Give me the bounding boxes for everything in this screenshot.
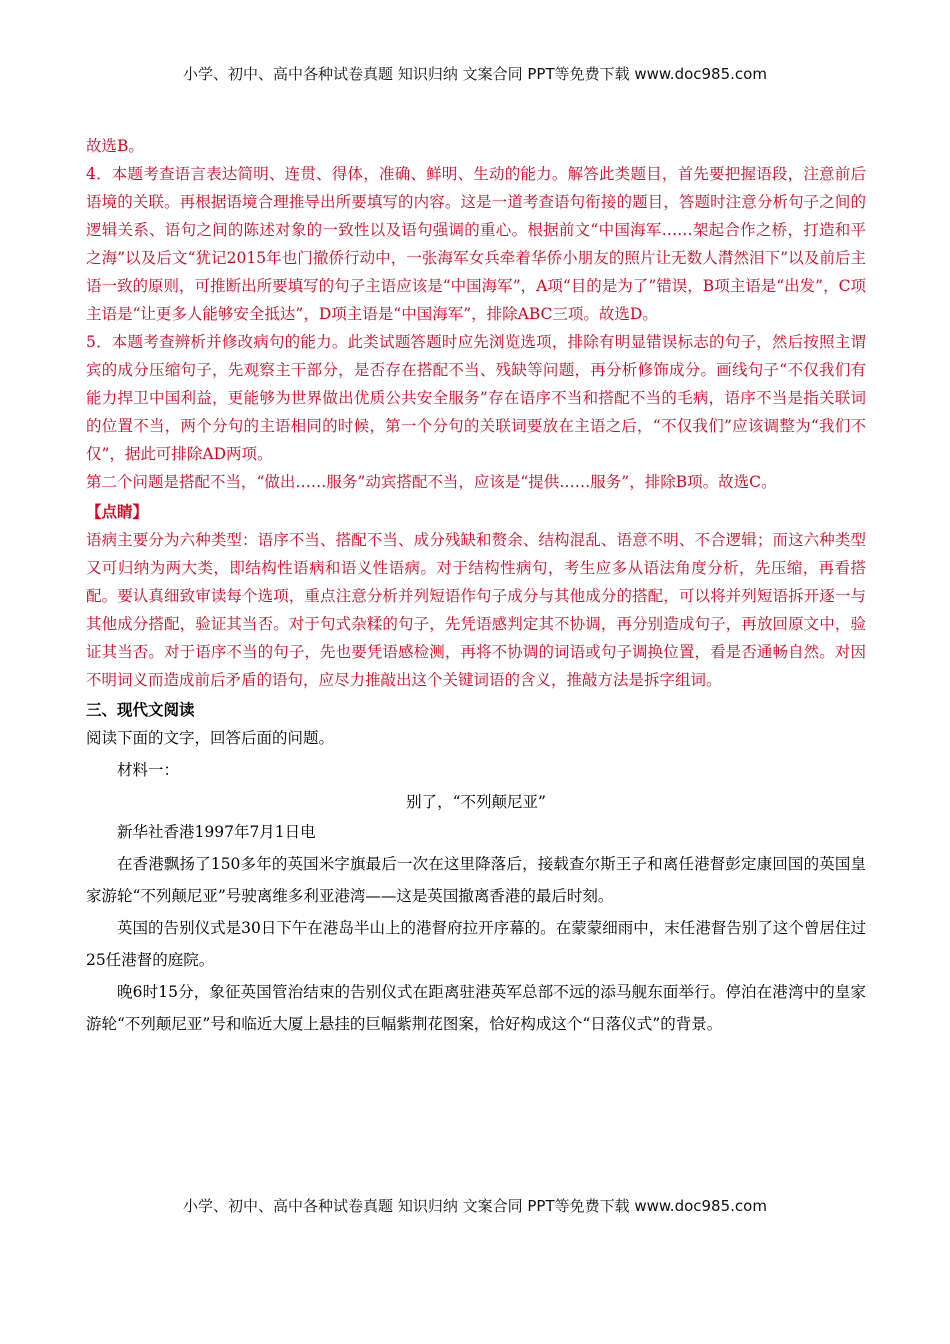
tips-tag: 【点睛】 [86, 502, 149, 521]
page-footer: 小学、初中、高中各种试卷真题 知识归纳 文案合同 PPT等免费下载 www.doc985.com [183, 1197, 767, 1215]
page-header: 小学、初中、高中各种试卷真题 知识归纳 文案合同 PPT等免费下载 www.doc985.com [183, 65, 767, 83]
article-paragraph-3: 晚6时15分，象征英国管治结束的告别仪式在距离驻港英军总部不远的添马舰东面举行。停泊在港湾中的皇家游轮“不列颠尼亚”号和临近大厦上悬挂的巨幅紫荆花图案，恰好构成这个“日落仪式”的背景。 [86, 983, 866, 1033]
page-content [86, 132, 866, 1040]
article-paragraph-1: 在香港飘扬了150多年的英国米字旗最后一次在这里降落后，接载查尔斯王子和离任港督彭定康回国的英国皇家游轮“不列颠尼亚”号驶离维多利亚港湾——这是英国撤离香港的最后时刻。 [86, 855, 866, 905]
answer-conclusion: 故选B。 [86, 137, 144, 155]
material-label: 材料一： [117, 761, 180, 779]
tips-paragraph: 语病主要分为六种类型：语序不当、搭配不当、成分残缺和赘余、结构混乱、语意不明、不合逻辑；而这六种类型又可归纳为两大类，即结构性语病和语义性语病。对于结构性病句，考生应多从语法角度分析，先压缩，再看搭配。要认真细致审读每个选项，重点注意分析并列短语作句子成分与其他成分的搭配，可以将并列短语拆开逐一与其他成分搭配，验证其当否。对于句式杂糅的句子，先凭语感判定其不协调，再分别造成句子，再放回原文中，验证其当否。对于语序不当的句子，先也要凭语感检测，再将不协调的词语或句子调换位置，看是否通畅自然。对因不明词义而造成前后矛盾的语句，应尽力推敲出这个关键词语的含义，推敲方法是拆字组词。 [86, 531, 866, 689]
article-dateline: 新华社香港1997年7月1日电 [117, 823, 316, 841]
answer-question-5: 5．本题考查辨析并修改病句的能力。此类试题答题时应先浏览选项，排除有明显错误标志的句子，然后按照主谓宾的成分压缩句子，先观察主干部分，是否存在搭配不当、残缺等问题，再分析修饰成分。画线句子“不仅我们有能力捍卫中国利益，更能够为世界做出优质公共安全服务”存在语序不当和搭配不当的毛病，语序不当是指关联词的位置不当，两个分句的主语相同的时候，第一个分句的关联词要放在主语之后，“不仅我们”应该调整为“我们不仅”，据此可排除AD两项。 [86, 333, 866, 463]
section-title: 三、现代文阅读 [86, 700, 195, 719]
reading-instruction: 阅读下面的文字，回答后面的问题。 [86, 729, 335, 747]
answer-question-4: 4．本题考查语言表达简明、连贯、得体，准确、鲜明、生动的能力。解答此类题目，首先要把握语段，注意前后语境的关联。再根据语境合理推导出所要填写的内容。这是一道考查语句衔接的题目，答题时注意分析句子之间的逻辑关系、语句之间的陈述对象的一致性以及语句强调的重心。根据前文“中国海军……架起合作之桥，打造和平之海”以及后文“犹记2015年也门撤侨行动中，一张海军女兵牵着华侨小朋友的照片让无数人潸然泪下”以及前后主语一致的原则，可推断出所要填写的句子主语应该是“中国海军”，A项“目的是为了”错误，B项主语是“出发”，C项主语是“让更多人能够安全抵达”，D项主语是“中国海军”，排除ABC三项。故选D。 [86, 165, 866, 323]
article-title: 别了，“不列颠尼亚” [406, 793, 546, 811]
article-paragraph-2: 英国的告别仪式是30日下午在港岛半山上的港督府拉开序幕的。在蒙蒙细雨中，末任港督告别了这个曾居住过25任港督的庭院。 [86, 919, 866, 969]
answer-question-5-part2: 第二个问题是搭配不当，“做出……服务”动宾搭配不当，应该是“提供……服务”，排除B项。故选C。 [86, 473, 777, 491]
